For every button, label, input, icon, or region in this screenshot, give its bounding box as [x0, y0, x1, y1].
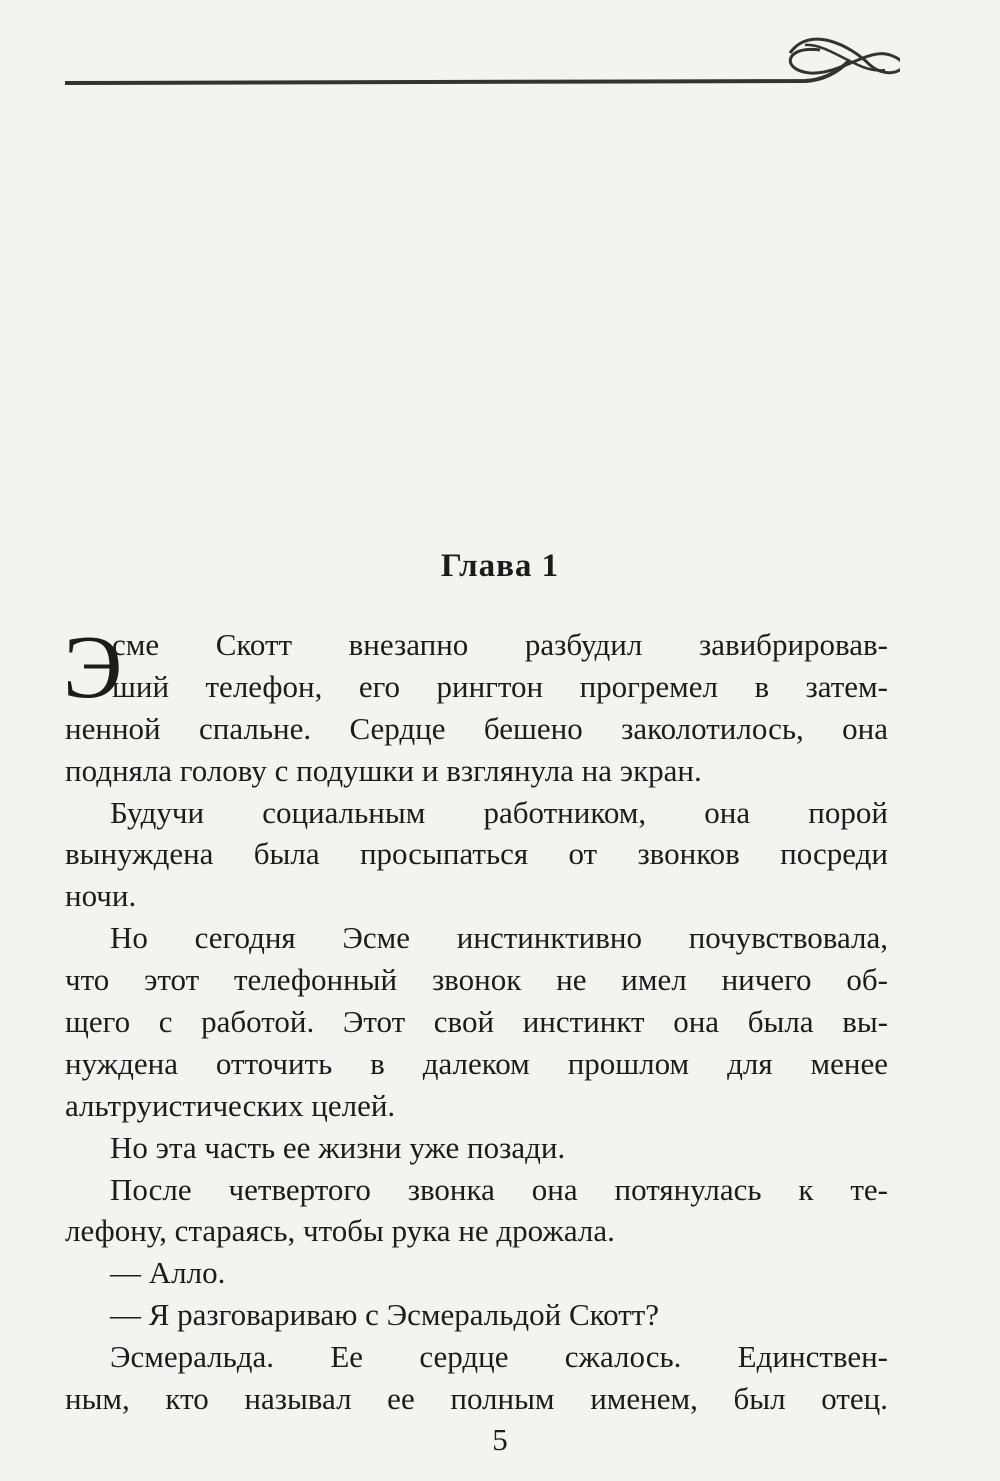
text-line: Эсмеральда. Ее сердце сжалось. Единствен-	[110, 1339, 888, 1375]
text-line: Будучи социальным работником, она порой	[110, 794, 888, 830]
text-line: сме Скотт внезапно разбудил завибрировав-	[112, 627, 888, 662]
text-line: щего с работой. Этот свой инстинкт она была вы-	[65, 1004, 888, 1040]
text-line: Но эта часть ее жизни уже позади.	[110, 1129, 566, 1165]
text-line: что этот телефонный звонок не имел ничего об-	[65, 962, 888, 998]
drop-cap: Э	[63, 618, 123, 717]
text-line: ным, кто называл ее полным именем, был отец.	[65, 1381, 888, 1417]
text-line: альтруистических целей.	[65, 1087, 396, 1123]
chapter-body	[63, 618, 888, 1420]
text-line: После четвертого звонка она потянулась к те-	[110, 1171, 888, 1207]
text-line: вынуждена была просыпаться от звонков посреди	[65, 836, 888, 872]
text-line: нуждена отточить в далеком прошлом для менее	[65, 1045, 888, 1081]
text-line: ший телефон, его рингтон прогремел в затем-	[112, 668, 888, 704]
page-number: 5	[492, 1422, 508, 1457]
header-ornament-icon	[60, 25, 900, 105]
text-line: Но сегодня Эсме инстинктивно почувствовала,	[110, 920, 888, 956]
chapter-title: Глава 1	[440, 548, 560, 584]
text-line: — Я разговариваю с Эсмеральдой Скотт?	[110, 1297, 660, 1333]
text-line: ненной спальне. Сердце бешено заколотилось, она	[65, 710, 888, 746]
text-line: — Алло.	[110, 1255, 226, 1291]
text-line: подняла голову с подушки и взглянула на экран.	[65, 752, 702, 788]
text-line: лефону, стараясь, чтобы рука не дрожала.	[65, 1213, 615, 1249]
text-line: ночи.	[65, 878, 137, 914]
